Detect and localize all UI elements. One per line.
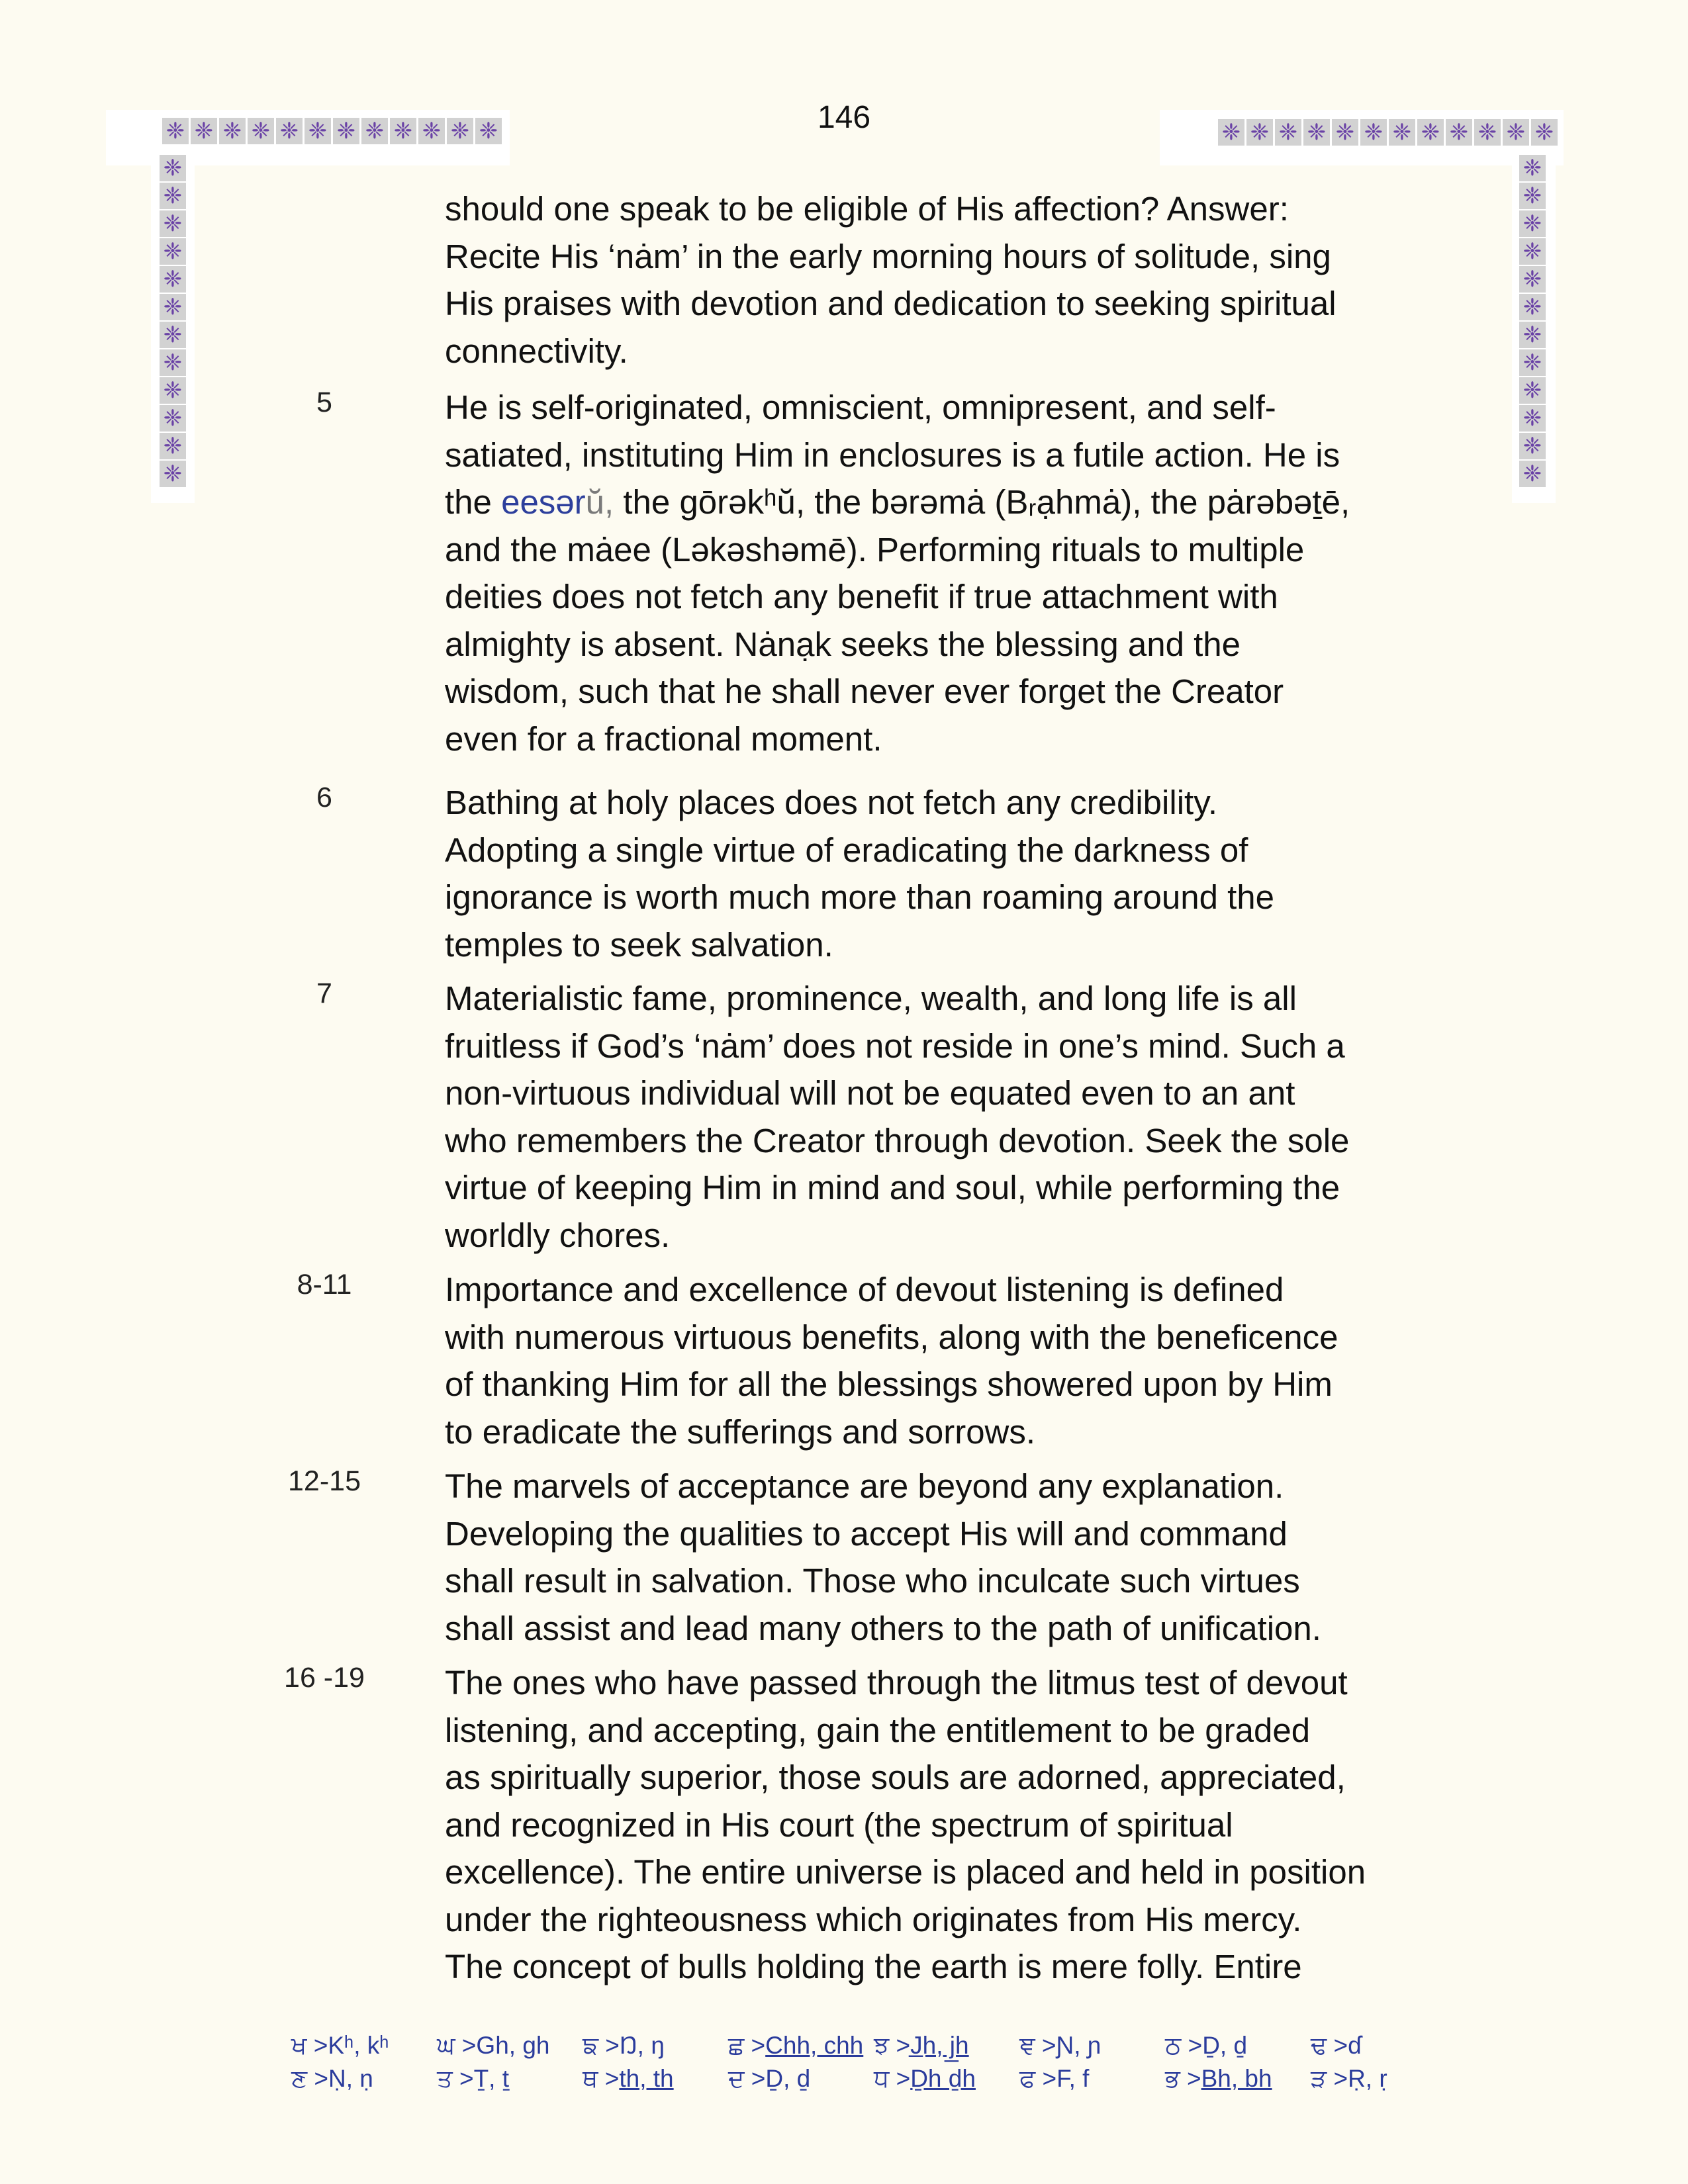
ornament-flower-icon: ❈ xyxy=(1519,294,1546,320)
ornament-flower-icon: ❈ xyxy=(333,118,359,144)
legend-entry xyxy=(437,2065,583,2093)
ornament-flower-icon: ❈ xyxy=(305,118,331,144)
text-line: Adopting a single virtue of eradicating the darkness of xyxy=(445,831,1248,869)
transliteration-term: ŭ, xyxy=(585,483,614,521)
ornament-flower-icon: ❈ xyxy=(1519,210,1546,237)
verse-number: 5 xyxy=(316,387,332,418)
ornament-flower-icon: ❈ xyxy=(1474,119,1501,146)
ornament-flower-icon: ❈ xyxy=(475,118,502,144)
gurmukhi-letter: ਙ > xyxy=(583,2032,620,2059)
ornament-flower-icon: ❈ xyxy=(160,349,186,376)
text-line: excellence). The entire universe is placed and held in position xyxy=(445,1853,1366,1891)
ornament-flower-icon: ❈ xyxy=(1389,119,1415,146)
ornament-flower-icon: ❈ xyxy=(1332,119,1358,146)
paragraph-verse-12-15 xyxy=(445,1463,1390,1652)
legend-entry xyxy=(874,2065,1019,2093)
gurmukhi-letter: ਣ > xyxy=(291,2065,328,2092)
latin-transliteration: F, f xyxy=(1056,2065,1090,2092)
ornament-flower-icon: ❈ xyxy=(390,118,416,144)
ornament-flower-icon: ❈ xyxy=(1531,119,1558,146)
text-line: connectivity. xyxy=(445,332,628,370)
ornament-border-right xyxy=(1519,155,1547,487)
gurmukhi-letter: ਠ > xyxy=(1165,2032,1203,2059)
ornament-flower-icon: ❈ xyxy=(1519,349,1546,376)
text-line: and the mȧee (Ləkəshəmē). Performing rituals to multiple xyxy=(445,530,1305,569)
page-number: 146 xyxy=(817,100,871,135)
latin-transliteration: Kʰ, kʰ xyxy=(328,2032,389,2059)
latin-transliteration: ɗ xyxy=(1348,2032,1362,2059)
text-line: to eradicate the sufferings and sorrows. xyxy=(445,1412,1036,1451)
ornament-flower-icon: ❈ xyxy=(1246,119,1273,146)
gurmukhi-letter: ਦ > xyxy=(728,2065,766,2092)
gurmukhi-letter: ਥ > xyxy=(583,2065,620,2092)
verse-number: 7 xyxy=(316,978,332,1009)
text-line: should one speak to be eligible of His affection? Answer: xyxy=(445,190,1289,228)
text-line: Bathing at holy places does not fetch any credibility. xyxy=(445,784,1218,821)
verse-number: 12-15 xyxy=(288,1465,361,1497)
ornament-flower-icon: ❈ xyxy=(160,210,186,237)
latin-transliteration: Ɲ, ɲ xyxy=(1056,2032,1102,2059)
latin-transliteration: J̲h, j̲h xyxy=(910,2032,969,2059)
gurmukhi-letter: ਧ > xyxy=(874,2065,911,2092)
ornament-flower-icon: ❈ xyxy=(1519,377,1546,404)
ornament-flower-icon: ❈ xyxy=(1519,266,1546,293)
text-line: Recite His ‘nȧm’ in the early morning hours of solitude, sing xyxy=(445,237,1331,275)
gurmukhi-letter: ਫ > xyxy=(1019,2065,1057,2092)
text-line: The marvels of acceptance are beyond any explanation. xyxy=(445,1467,1284,1505)
latin-transliteration: Ṯ, ṯ xyxy=(473,2065,510,2092)
paragraph-verse-5 xyxy=(445,384,1390,762)
text-line: wisdom, such that he shall never ever forget the Creator xyxy=(445,672,1284,710)
legend-entry xyxy=(583,2032,728,2060)
gurmukhi-letter: ਛ > xyxy=(728,2032,766,2059)
transliteration-term: eesər xyxy=(501,483,586,521)
latin-transliteration: th, th xyxy=(619,2065,674,2092)
ornament-flower-icon: ❈ xyxy=(191,118,217,144)
transliteration-legend-row xyxy=(291,2065,1456,2093)
ornament-flower-icon: ❈ xyxy=(160,155,186,181)
ornament-flower-icon: ❈ xyxy=(418,118,445,144)
gurmukhi-letter: ਘ > xyxy=(437,2032,477,2059)
paragraph-continuation xyxy=(445,185,1390,375)
ornament-flower-icon: ❈ xyxy=(160,322,186,348)
paragraph-verse-8-11 xyxy=(445,1266,1390,1455)
ornament-flower-icon: ❈ xyxy=(276,118,303,144)
latin-transliteration: Gh, gh xyxy=(476,2032,550,2059)
legend-entry xyxy=(1019,2065,1165,2093)
text-line: who remembers the Creator through devotion. Seek the sole xyxy=(445,1121,1350,1160)
paragraph-verse-6 xyxy=(445,779,1390,968)
text-line: fruitless if God’s ‘nȧm’ does not reside in one’s mind. Such a xyxy=(445,1026,1345,1065)
ornament-flower-icon: ❈ xyxy=(160,377,186,404)
ornament-flower-icon: ❈ xyxy=(160,461,186,487)
ornament-flower-icon: ❈ xyxy=(160,238,186,265)
gurmukhi-letter: ਭ > xyxy=(1165,2065,1201,2092)
text-line: The concept of bulls holding the earth is mere folly. Entire xyxy=(445,1948,1302,1985)
legend-entry xyxy=(1165,2032,1311,2060)
text-line: listening, and accepting, gain the entitlement to be graded xyxy=(445,1711,1311,1749)
text-line: as spiritually superior, those souls are adorned, appreciated, xyxy=(445,1758,1346,1796)
ornament-flower-icon: ❈ xyxy=(160,294,186,320)
ornament-flower-icon: ❈ xyxy=(1519,183,1546,209)
text-line: of thanking Him for all the blessings showered upon by Him xyxy=(445,1365,1333,1403)
legend-entry xyxy=(728,2065,874,2093)
text-segment: the gōrəkʰŭ, the bərəmȧ (Bᵣạhmȧ), the pȧrəbəṯē, xyxy=(614,483,1350,521)
ornament-flower-icon: ❈ xyxy=(219,118,246,144)
latin-transliteration: Ṛ, ṛ xyxy=(1348,2065,1387,2092)
ornament-flower-icon: ❈ xyxy=(447,118,473,144)
ornament-flower-icon: ❈ xyxy=(162,118,189,144)
ornament-flower-icon: ❈ xyxy=(1519,405,1546,432)
ornament-flower-icon: ❈ xyxy=(160,183,186,209)
text-line: His praises with devotion and dedication to seeking spiritual xyxy=(445,285,1336,322)
paragraph-verse-7 xyxy=(445,975,1390,1259)
ornament-flower-icon: ❈ xyxy=(1360,119,1387,146)
text-line: satiated, instituting Him in enclosures is a futile action. He is xyxy=(445,435,1340,474)
ornament-flower-icon: ❈ xyxy=(160,433,186,459)
ornament-flower-icon: ❈ xyxy=(1446,119,1472,146)
ornament-flower-icon: ❈ xyxy=(1519,155,1546,181)
text-line: shall assist and lead many others to the path of unification. xyxy=(445,1609,1321,1647)
transliteration-legend-row xyxy=(291,2032,1456,2060)
legend-entry xyxy=(874,2032,1019,2060)
ornament-flower-icon: ❈ xyxy=(248,118,274,144)
text-line: Developing the qualities to accept His will and command xyxy=(445,1514,1288,1553)
ornament-flower-icon: ❈ xyxy=(160,405,186,432)
legend-entry xyxy=(728,2032,874,2060)
ornament-flower-icon: ❈ xyxy=(1519,322,1546,348)
ornament-flower-icon: ❈ xyxy=(1218,119,1244,146)
ornament-flower-icon: ❈ xyxy=(1303,119,1330,146)
text-line: ignorance is worth much more than roaming around the xyxy=(445,878,1275,916)
ornament-flower-icon: ❈ xyxy=(160,266,186,293)
latin-transliteration: Ḏ, ḏ xyxy=(1202,2032,1248,2059)
verse-number: 16 -19 xyxy=(284,1662,365,1694)
gurmukhi-letter: ਝ > xyxy=(874,2032,911,2059)
verse-number: 6 xyxy=(316,782,332,813)
legend-entry xyxy=(1165,2065,1311,2093)
paragraph-verse-16-19 xyxy=(445,1659,1390,1991)
ornament-flower-icon: ❈ xyxy=(1417,119,1444,146)
text-line: and recognized in His court (the spectrum of spiritual xyxy=(445,1805,1233,1844)
latin-transliteration: Ŋ, ŋ xyxy=(619,2032,665,2059)
text-line: The ones who have passed through the litmus test of devout xyxy=(445,1664,1348,1702)
text-line: shall result in salvation. Those who inculcate such virtues xyxy=(445,1562,1300,1600)
text-line: temples to seek salvation. xyxy=(445,925,833,964)
legend-entry xyxy=(1311,2065,1456,2093)
latin-transliteration: Bh, bh xyxy=(1201,2065,1272,2092)
ornament-border-left xyxy=(160,155,187,487)
text-line: Materialistic fame, prominence, wealth, and long life is all xyxy=(445,979,1297,1017)
ornament-flower-icon: ❈ xyxy=(1519,461,1546,487)
latin-transliteration: Ṇ, ṇ xyxy=(328,2065,373,2092)
latin-transliteration: Ḏ, ḏ xyxy=(765,2065,811,2092)
text-line: virtue of keeping Him in mind and soul, while performing the xyxy=(445,1169,1340,1206)
text-line: almighty is absent. Nȧnạk seeks the blessing and the xyxy=(445,625,1241,663)
ornament-flower-icon: ❈ xyxy=(1519,433,1546,459)
text-line: even for a fractional moment. xyxy=(445,719,882,758)
gurmukhi-letter: ੜ > xyxy=(1311,2065,1348,2092)
text-segment: the xyxy=(445,483,502,521)
text-line: with numerous virtuous benefits, along with the beneficence xyxy=(445,1318,1338,1356)
ornament-flower-icon: ❈ xyxy=(1275,119,1301,146)
legend-entry xyxy=(1019,2032,1165,2060)
ornament-border-top-right xyxy=(1218,119,1558,147)
verse-number: 8-11 xyxy=(297,1269,352,1300)
latin-transliteration: Ḏh ḏh xyxy=(910,2065,976,2092)
text-line: He is self-originated, omniscient, omnipresent, and self- xyxy=(445,388,1276,426)
legend-entry xyxy=(291,2032,437,2060)
legend-entry xyxy=(583,2065,728,2093)
ornament-border-top-left xyxy=(162,118,502,146)
legend-entry xyxy=(1311,2032,1456,2060)
legend-entry xyxy=(291,2065,437,2093)
ornament-flower-icon: ❈ xyxy=(1503,119,1529,146)
text-line: Importance and excellence of devout listening is defined xyxy=(445,1271,1284,1308)
ornament-flower-icon: ❈ xyxy=(361,118,388,144)
text-line: under the righteousness which originates from His mercy. xyxy=(445,1900,1302,1938)
ornament-flower-icon: ❈ xyxy=(1519,238,1546,265)
text-line xyxy=(445,478,1390,526)
text-line: deities does not fetch any benefit if true attachment with xyxy=(445,578,1278,615)
gurmukhi-letter: ਢ > xyxy=(1311,2032,1348,2059)
latin-transliteration: Chh, chh xyxy=(765,2032,864,2059)
text-line: non-virtuous individual will not be equated even to an ant xyxy=(445,1074,1295,1112)
gurmukhi-letter: ਞ > xyxy=(1019,2032,1056,2059)
gurmukhi-letter: ਖ > xyxy=(291,2032,328,2059)
gurmukhi-letter: ਤ > xyxy=(437,2065,474,2092)
legend-entry xyxy=(437,2032,583,2060)
text-line: worldly chores. xyxy=(445,1216,671,1254)
